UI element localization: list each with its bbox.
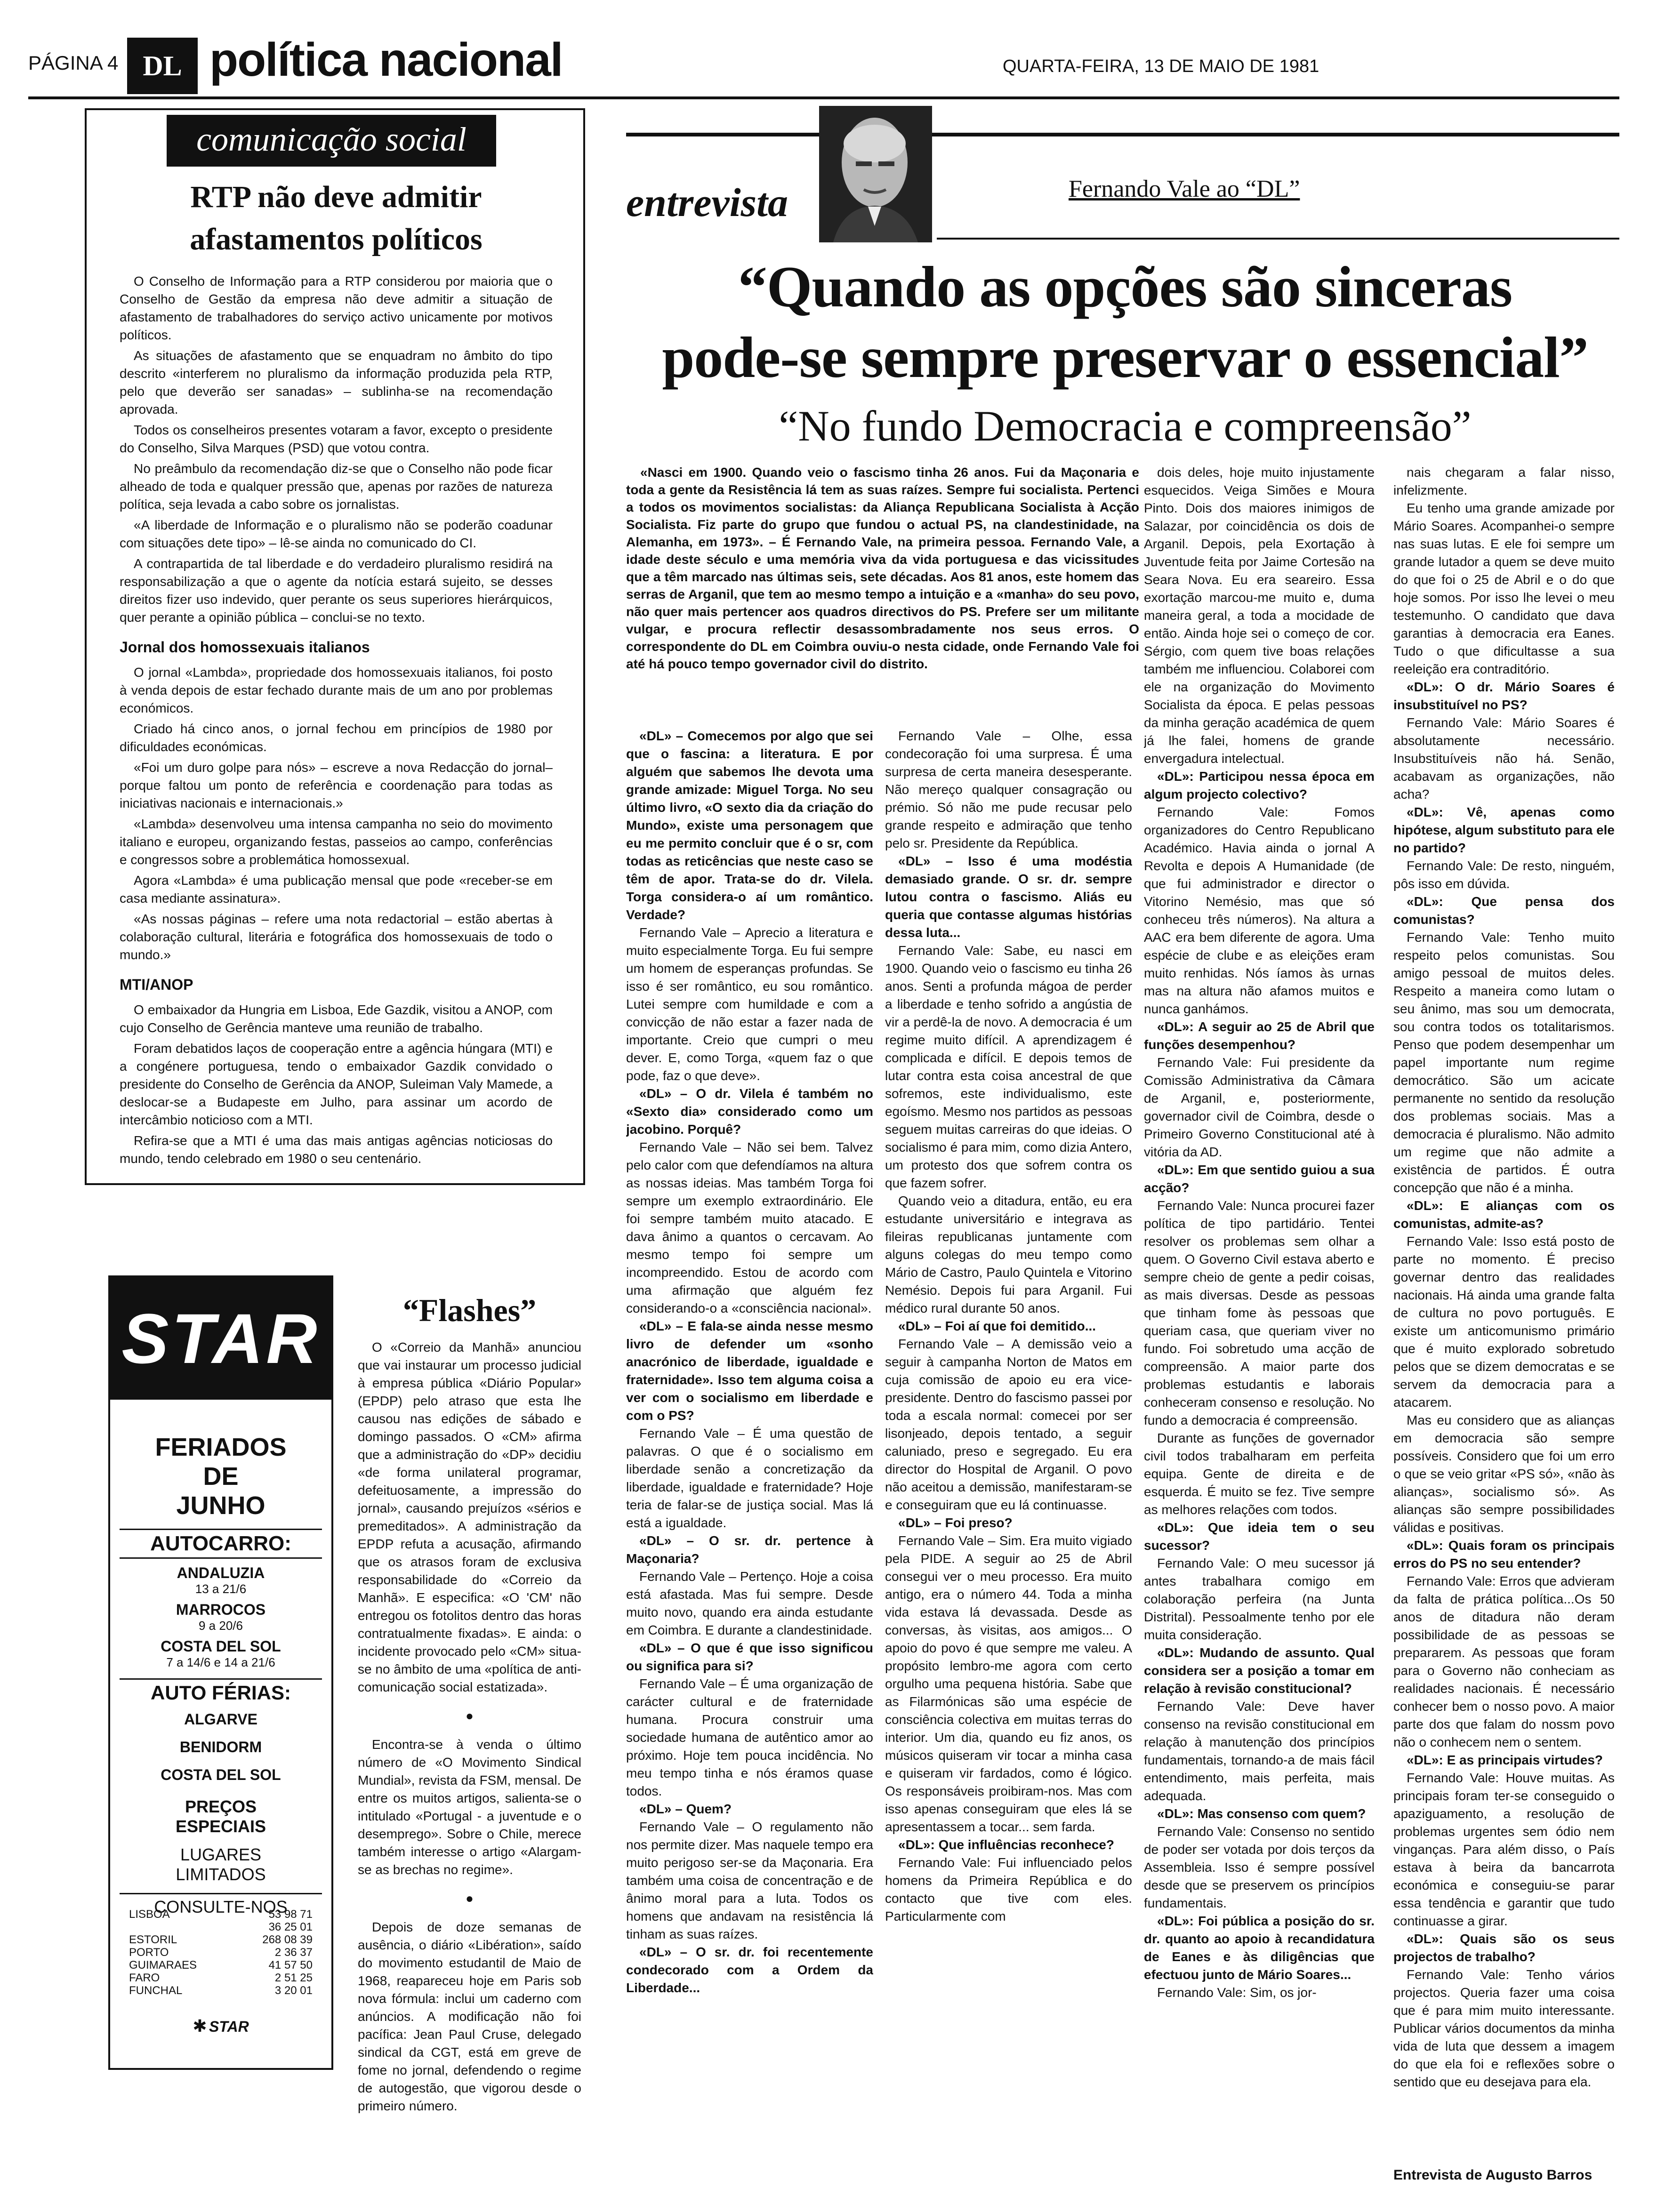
star-small-emblem-icon: ✱ (193, 2016, 207, 2036)
precos-line: ESPECIAIS (175, 1817, 266, 1836)
star-advertisement (108, 1275, 333, 2070)
interview-answer: Fernando Vale: Isso está posto de parte no momento. É preciso governar dentro das realidades nacionais. Há ainda uma grande falta de cultura no povo português. E existe um anticomunismo primário que é muito explorado sobretudo pelos que se dizem democratas e se servem da democracia para a atacarem. (1393, 1234, 1615, 1410)
interview-answer: Fernando Vale – Aprecio a literatura e muito especialmente Torga. Eu fui sempre um homem de esperanças profundas. Se isso é ser romântico, eu sou romântico. Lutei sempre com humildade e com a convicção de não estar a fazer nada de importante. Creio que cumpri o meu dever. E, como Torga, «quem faz o que pode, faz o que deve». (626, 925, 873, 1083)
interview-answer: Fernando Vale: Consenso no sentido de poder ser votada por dois terços da Assembleia. Isso é sempre possível desde que se preservem os princípios fundamentais. (1144, 1824, 1375, 1910)
interview-question: «DL»: Participou nessa época em algum projecto colectivo? (1144, 769, 1375, 801)
byline-text: Fernando Vale ao “DL” (1069, 176, 1300, 202)
interview-lead (626, 464, 1139, 675)
rtp-article-body (120, 272, 553, 1170)
flashes-title: “Flashes” (402, 1292, 537, 1328)
phone-city: LISBOA (129, 1908, 170, 1921)
interview-byline (1069, 175, 1445, 203)
interview-answer: Fernando Vale: Erros que advieram da falta de prática política...Os 50 anos de ditadura não deram possibilidade de as pessoas se prepararem. As pessoas que foram para o Governo não conheciam as realidades nacionais. É necessário conhecer bem o nosso povo. A maior parte dos que falam do nossm povo não o conhecem nem o sentem. (1393, 1574, 1615, 1749)
phone-row (129, 1959, 313, 1972)
mti-paragraph: O embaixador da Hungria em Lisboa, Ede Gazdik, visitou a ANOP, com cujo Conselho de Gerência manteve uma reunião de trabalho. (120, 1002, 553, 1035)
lambda-paragraph: Criado há cinco anos, o jornal fechou em princípios de 1980 por dificuldades económicas. (120, 721, 553, 754)
trip-dates: 9 a 20/6 (199, 1619, 243, 1633)
rtp-paragraph: A contrapartida de tal liberdade e do verdadeiro pluralismo residirá na responsabilização a que o agente da notícia estará sujeito, se desses direitos fizer uso indevido, quer perante os seus superiores hierárquicos, quer perante a opinião pública – conclui-se no texto. (120, 556, 553, 625)
interview-question: «DL»: A seguir ao 25 de Abril que funções desempenhou? (1144, 1019, 1375, 1052)
interview-question: «DL»: Mudando de assunto. Qual considera ser a posição a tomar em relação à revisão constitucional? (1144, 1645, 1375, 1696)
destination: COSTA DEL SOL (161, 1766, 281, 1783)
trip-name: MARROCOS (176, 1601, 266, 1618)
header-rule (28, 96, 1619, 99)
phone-row (129, 1946, 313, 1959)
interview-column-3 (1144, 464, 1375, 2158)
rtp-paragraph: Todos os conselheiros presentes votaram a favor, excepto o presidente do Conselho, Silva Marques (PSD) que votou contra. (120, 423, 553, 455)
consulte-label: CONSULTE-NOS (120, 1893, 322, 1917)
interview-answer: Fernando Vale – É uma organização de carácter cultural e de fraternidade humana. Procura construir uma sociedade humana de autêntico amor ao próximo. Hoje tem pouca incidência. No meu tempo tinha e nós éramos quase todos. (626, 1676, 873, 1798)
interview-question: «DL» – E fala-se ainda nesse mesmo livro de defender um «sonho anacrónico de liberdade, igualdade e fraternidade». Isso tem alguma coisa a ver com o socialismo em liberdade e com o PS? (626, 1319, 873, 1423)
rtp-paragraph: No preâmbulo da recomendação diz-se que o Conselho não pode ficar alheado de toda e qualquer pressão que, apenas por razões de natureza política, seja levada a cabo sobre os jornalistas. (120, 461, 553, 512)
interview-question: «DL»: O dr. Mário Soares é insubstituível no PS? (1393, 680, 1615, 712)
trip-dates: 13 a 21/6 (195, 1582, 247, 1596)
phone-row (129, 1933, 313, 1946)
flashes-column (358, 1292, 581, 2118)
interview-answer: Fernando Vale – Não sei bem. Talvez pelo calor com que defendíamos na altura as nossas ideias. Mas também Torga foi sempre um exemplo extraordinário. Ele foi sempre também muito atacado. E dava ânimo a quantos o cercavam. Ao mesmo tempo foi sempre um incompreendido. Estou de acordo com uma afirmação que alguém fez considerando-o a «consciência nacional». (626, 1140, 873, 1315)
headline-line2: pode-se sempre preservar o essencial” (662, 325, 1588, 390)
mti-paragraph: Foram debatidos laços de cooperação entre a agência húngara (MTI) e a congénere portuguesa, tendo o embaixador Gazdik convidado o presidente do Conselho de Gerência da ANOP, Suleiman Valy Mamede, a deslocar-se a Budapeste em Julho, para assinar um acordo de intercâmbio noticioso com a MTI. (120, 1041, 553, 1127)
byline-rule (937, 238, 1619, 240)
trip-name: COSTA DEL SOL (161, 1638, 281, 1655)
comunicacao-social-box (85, 108, 585, 1185)
feriados-line: JUNHO (176, 1491, 265, 1520)
interview-headline (612, 252, 1638, 454)
star-phone-list (129, 1908, 313, 1997)
comunicacao-banner (167, 115, 496, 167)
interview-answer: Fernando Vale – Olhe, essa condecoração foi uma surpresa. É uma surpresa de certa maneira desesperante. Não mereço qualquer consagração ou prémio. Só não me pude recusar pelo grande respeito e admiração que tenho pelo sr. Presidente da República. (885, 729, 1132, 850)
signature-text: Entrevista de Augusto Barros (1393, 2167, 1593, 2183)
interview-question: «DL»: E as principais virtudes? (1407, 1753, 1603, 1767)
flash-item: O «Correio da Manhã» anunciou que vai instaurar um processo judicial à empresa pública «Diário Popular» (EPDP) pelo atraso que esta lhe causou nas edições de sábado e domingo passados. O «CM» afirma que a administração do «DP» decidiu «de forma unilateral programar, defeituosamente, a impressão do jornal», causando prejuízos «sérios e premeditados». A administração da EPDP refuta a acusação, afirmando que os atrasos foram de exclusiva responsabilidade do «Correio da Manhã». E especifica: «O 'CM' não entregou os fotolitos dentro das horas contratualmente fixadas». E ainda: o incidente provocado pelo «CM» situa-se no âmbito de uma «política de anti-comunicação social estatizada». (358, 1340, 581, 1694)
interview-answer: Fernando Vale: De resto, ninguém, pôs isso em dúvida. (1393, 858, 1615, 891)
phone-city: GUIMARAES (129, 1959, 197, 1972)
interview-answer: Fernando Vale: Houve muitas. As principais foram ter-se conseguido o apaziguamento, a resolução de problemas urgentes sem ódio nem vinganças. Para além disso, o País estava à beira da bancarrota económica e conseguiu-se parar essa tendência e garantir que tudo continuasse a girar. (1393, 1771, 1615, 1928)
phone-number: 2 36 37 (274, 1946, 313, 1959)
interview-answer: Fernando Vale: Deve haver consenso na revisão constitucional em relação à manutenção dos princípios fundamentais, tornando-a de mais fácil entendimento, mais perfeita, mais adequada. (1144, 1699, 1375, 1803)
portrait-photo (819, 106, 932, 242)
phone-city: FUNCHAL (129, 1984, 183, 1997)
dl-logo-text: DL (143, 50, 182, 81)
subheadline: “No fundo Democracia e compreensão” (779, 402, 1472, 450)
mti-heading: MTI/ANOP (120, 976, 193, 993)
interview-question: «DL» – Isso é uma modéstia demasiado grande. O sr. dr. sempre lutou contra o fascismo. Aliás eu queria que contasse algumas histórias dessa luta... (885, 854, 1132, 940)
rtp-title-line1: RTP não deve admitir (190, 180, 482, 214)
page-header (28, 28, 1629, 94)
interview-question: «DL»: Mas consenso com quem? (1157, 1806, 1366, 1821)
interview-question: «DL» – Comecemos por algo que sei que o fascina: a literatura. E por alguém que sabemos lhe devota uma grande amizade: Miguel Torga. No seu último livro, «O sexto dia da criação do Mundo», existe uma personagem que eu me permito concluir que é o sr, com todas as reticências que neste caso se têm de apor. Trata-se do dr. Vilela. Torga considera-o aí um romântico. Verdade? (626, 729, 873, 922)
interview-column-1 (626, 727, 873, 2158)
trip-dates: 7 a 14/6 e 14 a 21/6 (166, 1655, 275, 1669)
rtp-title-line2: afastamentos políticos (190, 222, 483, 256)
phone-number: 268 08 39 (262, 1933, 313, 1946)
mti-paragraph: Refira-se que a MTI é uma das mais antigas agências noticiosas do mundo, tendo celebrado em 1980 o seu centenário. (120, 1133, 553, 1166)
star-logo-block (110, 1277, 331, 1400)
flash-item: Encontra-se à venda o último número de «O Movimento Sindical Mundial», revista da FSM, mensal. De entre os muitos artigos, salienta-se o intitulado «Portugal - a juventude e o desemprego». Sobre o Chile, merece também interesse o artigo «Alargam-se as brechas no regime». (358, 1737, 581, 1877)
trip-name: ANDALUZIA (177, 1564, 265, 1581)
rtp-title (105, 176, 567, 261)
dl-logo (127, 38, 198, 94)
banner-text: comunicação social (196, 120, 467, 158)
lambda-paragraph: «Foi um duro golpe para nós» – escreve a nova Redacção do jornal– porque faltou um ponto de referência e coordenação para todas as iniciativas nacionais e internacionais.» (120, 760, 553, 810)
lambda-heading: Jornal dos homossexuais italianos (120, 639, 370, 656)
interview-answer: Fernando Vale: Tenho muito respeito pelos comunistas. Sou amigo pessoal de muitos deles. Respeito a maneira como lutam o seu ânimo, mas sou um democrata, sou contra todos os totalitarismos. Penso que podem desempenhar um papel importante num regime democrático. São um acicate permanente no sentido da resolução dos problemas sociais. Mas a democracia é pluralismo. Não admito um regime que não admite a existência de partidos. É outra concepção que não é a minha. (1393, 930, 1615, 1195)
flash-item: Depois de doze semanas de ausência, o diário «Libération», saído do movimento estudantil de Maio de 1968, reapareceu hoje em Paris sob nova fórmula: inclui um caderno com anúncios. A modificação não foi pacífica: Jean Paul Cruse, delegado sindical da CGT, está em greve de fome no jornal, defendendo o regime de autogestão, que vigorou desde o primeiro número. (358, 1920, 581, 2113)
interview-answer: Fernando Vale: Mário Soares é absolutamente necessário. Insubstituíveis não há. Senão, acabavam as organizações, não acha? (1393, 715, 1615, 801)
autocarro-label: AUTOCARRO: (120, 1529, 322, 1559)
phone-row (129, 1984, 313, 1997)
interview-question: «DL» – O que é que isso significou ou significa para si? (626, 1641, 873, 1673)
interview-question: «DL»: Foi pública a posição do sr. dr. quanto ao apoio à recandidatura de Eanes e às diligências que efectuou junto de Mário Soares... (1144, 1914, 1375, 1982)
interview-answer: Eu tenho uma grande amizade por Mário Soares. Acompanhei-o sempre nas suas lutas. E ele foi sempre um grande lutador a quem se deve muito do que foi o 25 de Abril e o do que hoje somos. Por isso lhe levei o meu testemunho. O candidato que dava garantias à democracia era Eanes. Tudo o que dificultasse a sua reeleição era contraditório. (1393, 501, 1615, 676)
feriados-line: DE (203, 1462, 239, 1491)
interview-answer: Fernando Vale: Sim, os jor- (1157, 1985, 1317, 2000)
interview-answer: Quando veio a ditadura, então, eu era estudante universitário e integrava as fileiras republicanas juntamente com alguns colegas do meu tempo como Mário de Castro, Paulo Quintela e Vitorino Nemésio. Depois fui para Arganil. Fui médico rural durante 50 anos. (885, 1194, 1132, 1315)
interview-answer: dois deles, hoje muito injustamente esquecidos. Veiga Simões e Moura Pinto. Dois dos maiores inimigos de Salazar, por coincidência os dois de Arganil. Depois, pela Exortação à Juventude feita por Jaime Cortesão na Seara Nova. Eu era seareiro. Essa exortação marcou-me muito e, duma maneira geral, a toda a mocidade de então. Ainda hoje sei o começo de cor. Sérgio, com quem tive boas relações também me influenciou. Colaborei com ele na organização do Movimento Socialista da época. E pelas pessoas da minha geração académica de quem já lhe falei, homens de grande envergadura intelectual. (1144, 465, 1375, 766)
entrevista-logo-text: entrevista (626, 180, 788, 225)
phone-number: 53 98 71 (268, 1908, 313, 1921)
interview-answer: Durante as funções de governador civil todos trabalharam em perfeita equipa. Gente de direita e de esquerda. É muito se fez. Tive sempre as melhores relações com todos. (1144, 1431, 1375, 1517)
rtp-paragraph: O Conselho de Informação para a RTP considerou por maioria que o Conselho de Gestão da empresa não deve admitir a situação de afastamento de trabalhadores do serviço activo unicamente por motivos políticos. (120, 274, 553, 342)
interview-question: «DL» – Quem? (639, 1802, 732, 1816)
interview-answer: Fernando Vale: Fomos organizadores do Centro Republicano Académico. Havia ainda o jornal A Revolta e depois A Humanidade (de que fui administrador e director o Vitorino Nemésio, mas que só conheceu três números). Na altura a AAC era bem diferente de agora. Uma espécie de clube e as eleições eram muito renhidas. Nós íamos às urnas mas na altura não afamos muitos e nunca ganhámos. (1144, 805, 1375, 1016)
interview-question: «DL» – Foi aí que foi demitido... (898, 1319, 1096, 1333)
interview-answer: Fernando Vale: Tenho vários projectos. Queria fazer uma coisa que é para mim muito interessante. Publicar vários documentos da minha vida de luta que dessem a imagem do que ela foi e reflexões sobre o sentido que eu desejava para ela. (1393, 1967, 1615, 2089)
star-footer-logo (171, 2016, 270, 2036)
lead-paragraph: «Nasci em 1900. Quando veio o fascismo tinha 26 anos. Fui da Maçonaria e toda a gente da Resistência lá tem as suas raízes. Sempre fui socialista. Pertenci a todos os movimentos socialistas: da Aliança Republicana Socialista à Acção Socialista. Fiz parte do grupo que fundou o actual PS, na clandestinidade, na Alemanha, em 1973». – É Fernando Vale, na primeira pessoa. Fernando Vale, a idade deste século e uma memória viva da vida portuguesa e das vicissitudes que a têm marcado nas últimas seis, sete décadas. Aos 81 anos, este homem das serras de Arganil, que tem ao mesmo tempo a intuição e a «manha» do seu povo, não quer mais pertencer aos quadros directivos do PS. Prefere ser um militante vulgar, e procura reflectir desassombradamente nos seus erros. O correspondente do DL em Coimbra ouviu-o nesta cidade, onde Fernando Vale foi até há pouco tempo governador civil do distrito. (626, 465, 1139, 671)
issue-date: QUARTA-FEIRA, 13 DE MAIO DE 1981 (1003, 56, 1319, 76)
star-logo: STAR (121, 1299, 320, 1378)
destination: BENIDORM (179, 1739, 262, 1755)
phone-number: 3 20 01 (274, 1984, 313, 1997)
headline-line1: “Quando as opções são sinceras (738, 255, 1512, 319)
phone-number: 41 57 50 (268, 1959, 313, 1972)
interview-answer: Mas eu considero que as alianças em democracia são sempre possíveis. Considero que foi um erro o que se veio gritar «PS só», «não às alianças», socialismo só». As alianças são sempre possibilidades válidas e positivas. (1393, 1413, 1615, 1535)
lambda-paragraph: «Lambda» desenvolveu uma intensa campanha no seio do movimento italiano e europeu, organizando festas, passeios ao campo, conferências e congressos sobre a problemática homossexual. (120, 817, 553, 867)
portrait-image (819, 106, 932, 242)
interview-answer: Fernando Vale: O meu sucessor já antes trabalhara comigo em colaboração perfeira (na Junta Distrital). Pessoalmente tenho por ele muita consideração. (1144, 1556, 1375, 1642)
interview-answer: Fernando Vale – Sim. Era muito vigiado pela PIDE. A seguir ao 25 de Abril consegui ver o meu processo. Era muito antigo, era o número 44. Toda a minha vida estava lá devassada. Desde as conversas, às visitas, aos amigos... O apoio do povo é que sempre me valeu. A propósito lembro-me agora com certo orgulho uma pequena história. Sabe que as Filarmónicas são uma espécie de consciência colectiva em muitas terras do interior. Um dia, quando eu fiz anos, os músicos quiseram vir tocar a minha casa e quiseram vir fardados, como é lógico. Os responsáveis proibiram-nos. Mas com isso apenas conseguiram que eles lá se apresentassem a tocar... sem farda. (885, 1533, 1132, 1834)
page-label: PÁGINA 4 (28, 52, 119, 74)
entrevista-logo (626, 179, 788, 226)
lambda-paragraph: O jornal «Lambda», propriedade dos homossexuais italianos, foi posto à venda depois de estar fechado durante mais de um ano por problemas económicos. (120, 665, 553, 715)
phone-row (129, 1908, 313, 1921)
interview-question: «DL»: Em que sentido guiou a sua acção? (1144, 1162, 1375, 1195)
phone-number: 2 51 25 (274, 1972, 313, 1984)
rtp-paragraph: As situações de afastamento que se enquadram no âmbito do tipo descrito «interferem no pluralismo da informação produzida pela RTP, pelo que deverão ser sanadas» – sublinha-se na recomendação aprovada. (120, 348, 553, 417)
interview-column-2 (885, 727, 1132, 2158)
interview-answer: Fernando Vale – A demissão veio a seguir à campanha Norton de Matos em cuja comissão de apoio eu era vice-presidente. Dentro do fascismo passei por toda a escala normal: comecei por ser lisonjeado, depois tentado, a seguir caluniado, preso e segregado. Eu era director do Hospital de Arganil. O povo não aceitou a demissão, manifestaram-se e conseguiram que eu lá continuasse. (885, 1337, 1132, 1512)
flash-bullet-icon: ● (466, 1708, 474, 1723)
interview-question: «DL»: Vê, apenas como hipótese, algum substituto para ele no partido? (1393, 805, 1615, 855)
interview-answer: Fernando Vale – O regulamento não nos permite dizer. Mas naquele tempo era muito perigoso ser-se da Maçonaria. Era também uma coisa de concentração e de ânimo moral para a luta. Todos os homens que andavam na resistência lá tinham as suas raízes. (626, 1819, 873, 1941)
interview-question: «DL» – O dr. Vilela é também no «Sexto dia» considerado como um jacobino. Porquê? (626, 1086, 873, 1137)
interview-question: «DL»: E alianças com os comunistas, admite-as? (1393, 1198, 1615, 1231)
interview-column-4 (1393, 464, 1615, 2163)
section-title: política nacional (209, 33, 563, 86)
interview-signature (1393, 2167, 1615, 2183)
phone-city: PORTO (129, 1946, 169, 1959)
interview-question: «DL»: Que influências reconhece? (898, 1837, 1115, 1852)
interview-answer: nais chegaram a falar nisso, infelizmente. (1393, 465, 1615, 497)
lugares-line: LUGARES (180, 1845, 262, 1864)
precos-line: PREÇOS (185, 1797, 257, 1816)
auto-ferias-label: AUTO FÉRIAS: (120, 1678, 322, 1704)
lambda-paragraph: Agora «Lambda» é uma publicação mensal que pode «receber-se em casa mediante assinatura». (120, 873, 553, 906)
lugares-line: LIMITADOS (176, 1865, 266, 1884)
interview-question: «DL»: Quais foram os principais erros do PS no seu entender? (1393, 1538, 1615, 1571)
interview-answer: Fernando Vale: Fui presidente da Comissão Administrativa da Câmara de Arganil, e, posteriormente, governador civil de Coimbra, desde o Primeiro Governo Constitucional até à vitória da AD. (1144, 1055, 1375, 1159)
phone-row (129, 1921, 313, 1933)
interview-question: «DL»: Que pensa dos comunistas? (1393, 894, 1615, 927)
phone-city: ESTORIL (129, 1933, 177, 1946)
interview-answer: Fernando Vale: Nunca procurei fazer política de tipo partidário. Tentei resolver os problemas sem olhar a quem. O Governo Civil estava aberto e sempre cheio de gente a pedir coisas, as mais diversas. Desde as pessoas que tinham fome às pessoas que queriam casa, que queriam viver no fundo. Foi sobretudo uma acção de compreensão. A maior parte dos problemas estudantis e laborais conheceram consenso e resolução. No fundo a democracia é compreensão. (1144, 1198, 1375, 1427)
interview-question: «DL» – O sr. dr. pertence à Maçonaria? (626, 1533, 873, 1566)
interview-answer: Fernando Vale – É uma questão de palavras. O que é o socialismo em liberdade senão a concretização da liberdade, igualdade e fraternidade? Hoje teria de falar-se de justiça social. Mas lá está a igualdade. (626, 1426, 873, 1530)
feriados-line: FERIADOS (155, 1433, 287, 1461)
flash-bullet-icon: ● (466, 1891, 474, 1906)
phone-row (129, 1972, 313, 1984)
interview-answer: Fernando Vale – Pertenço. Hoje a coisa está afastada. Mas fui sempre. Desde muito novo, quando era ainda estudante em Coimbra. E durante a clandestinidade. (626, 1569, 873, 1637)
interview-answer: Fernando Vale: Sabe, eu nasci em 1900. Quando veio o fascismo eu tinha 26 anos. Senti a profunda mágoa de perder a liberdade e tenho sofrido a angústia de vir a perdê-la de novo. A democracia é um regime muito difícil. A aprendizagem é complicada e difícil. E depois temos de lutar contra esta coisa ancestral de que sofremos, este individualismo, este egoísmo. Mesmo nos partidos as pessoas seguem muitas carreiras do que ideias. O socialismo é para mim, como dizia Antero, um protesto dos que sofrem contra os que fazem sofrer. (885, 943, 1132, 1190)
phone-city: FARO (129, 1972, 160, 1984)
interview-question: «DL»: Quais são os seus projectos de trabalho? (1393, 1931, 1615, 1964)
interview-question: «DL»: Que ideia tem o seu sucessor? (1144, 1520, 1375, 1553)
interview-answer: Fernando Vale: Fui influenciado pelos homens da Primeira República e do contacto que tive com eles. Particularmente com (885, 1855, 1132, 1923)
interview-question: «DL» – O sr. dr. foi recentemente condecorado com a Ordem da Liberdade... (626, 1945, 873, 1995)
star-footer-text: STAR (209, 2018, 249, 2035)
rtp-paragraph: «A liberdade de Informação e o pluralismo não se poderão coadunar com situações dete tipo» – lê-se ainda no comunicado do CI. (120, 518, 553, 550)
lambda-paragraph: «As nossas páginas – refere uma nota redactorial – estão abertas à colaboração cultural, literária e fotográfica dos homossexuais de todo o mundo.» (120, 912, 553, 962)
interview-top-rule (626, 133, 1619, 136)
interview-question: «DL» – Foi preso? (898, 1515, 1013, 1530)
star-offer-list (120, 1433, 322, 1917)
phone-number: 36 25 01 (268, 1921, 313, 1933)
destination: ALGARVE (184, 1711, 257, 1728)
